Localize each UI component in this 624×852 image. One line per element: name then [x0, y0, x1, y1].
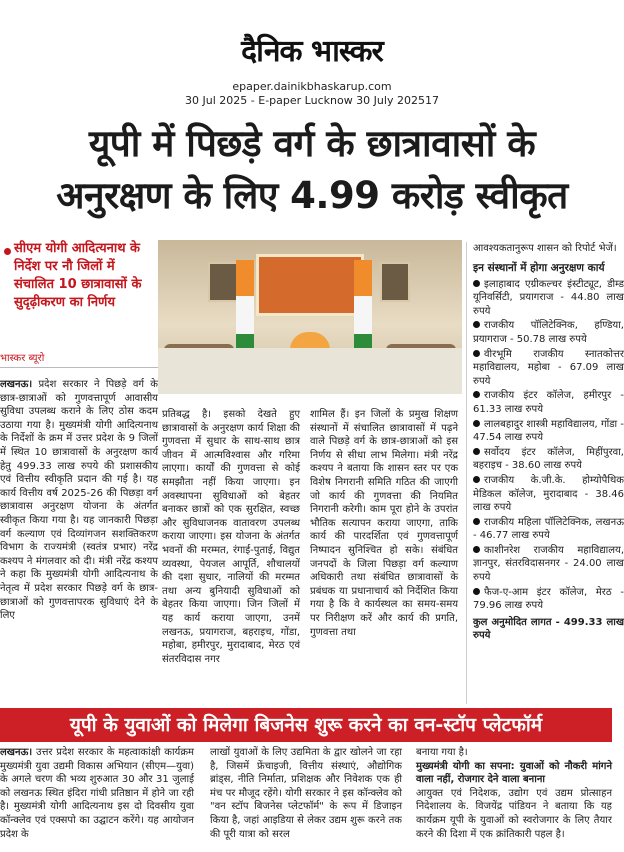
- column-2-text: प्रतिबद्ध है। इसको देखते हुए छात्रावासों के अनुरक्षण कार्य शिक्षा की गुणवत्ता में सुधार के साथ-साथ छात्र जीवन में आत्मविश्वास और गरिमा लाएगा। कार्यों की गुणवत्ता से कोई समझौता नहीं किया जाएगा। इन अवस्थापना सुविधाओं को बेहतर बनाकर छात्रों को एक सुरक्षित, स्वच्छ और सुविधाजनक वातावरण उपलब्ध कराया जाएगा। इस योजना के अंतर्गत भवनों की मरम्मत, रंगाई-पुताई, विद्युत व्यवस्था, पेयजल आपूर्ति, शौचालयों की दशा सुधार, नालियों की मरम्मत तथा अन्य बुनियादी सुविधाओं को बेहतर किया जाएगा। जिन जिलों में यह कार्य कराया जाएगा, उनमें लखनऊ, प्रयागराज, बहराइच, गोंडा, महोबा, हमीरपुर, मुरादाबाद, मेरठ एवं संतरविदास नगर: [162, 409, 300, 665]
- dateline: लखनऊ।: [0, 379, 33, 390]
- list-item: राजकीय के.जी.के. होम्योपैथिक मेडिकल कॉलेज, मुरादाबाद - 38.46 लाख रुपये: [473, 474, 624, 514]
- bottom-dateline: लखनऊ।: [0, 747, 33, 758]
- list-item: फैज-ए-आम इंटर कॉलेज, मेरठ - 79.96 लाख रुपये: [473, 586, 624, 612]
- main-headline: [0, 118, 624, 222]
- bottom-column-1: [0, 746, 200, 841]
- red-bullet-icon: [4, 248, 11, 255]
- bottom-column-3-intro: बनाया गया है।: [416, 747, 468, 758]
- masthead: [0, 0, 624, 112]
- headline-line-2: अनुरक्षण के लिए 4.99 करोड़ स्वीकृत: [56, 174, 568, 217]
- article-column-3: [306, 408, 462, 639]
- column-4-intro: आवश्यकतानुरूप शासन को रिपोर्ट भेजें।: [473, 243, 617, 254]
- bullet-icon: [473, 476, 480, 483]
- list-item: सर्वोदय इंटर कॉलेज, मिहींपुरवा, बहराइच - 38.60 लाख रुपये: [473, 446, 624, 472]
- kicker-box: [0, 240, 158, 330]
- bullet-icon: [473, 448, 480, 455]
- article-column-2: [158, 408, 304, 666]
- bullet-icon: [473, 518, 480, 525]
- bottom-column-2: [206, 746, 406, 841]
- banner-headline: यूपी के युवाओं को मिलेगा बिजनेस शुरू करने का वन-स्टॉप प्लेटफॉर्म: [69, 714, 543, 736]
- bullet-icon: [473, 420, 480, 427]
- bottom-column-3: [410, 746, 612, 841]
- list-item: राजकीय पॉलिटेक्निक, हण्डिया, प्रयागराज - 50.78 लाख रुपये: [473, 320, 624, 345]
- newspaper-logo: [200, 34, 424, 70]
- list-item: लालबहादुर शास्त्री महाविद्यालय, गोंडा - 47.54 लाख रुपये: [473, 418, 624, 444]
- headline-line-1: यूपी में पिछड़े वर्ग के छात्रावासों के: [88, 122, 536, 165]
- list-item: वीरभूमि राजकीय स्नातकोत्तर महाविद्यालय, महोबा - 67.09 लाख रुपये: [473, 348, 624, 387]
- meeting-photo: [158, 240, 462, 394]
- institutions-column: [466, 242, 624, 704]
- column-3-text: शामिल हैं। इन जिलों के प्रमुख शिक्षण संस्थानों में संचालित छात्रावासों में पढ़ने वाले पिछड़े वर्ग के छात्र-छात्राओं को इस निर्णय से सीधा लाभ मिलेगा। मंत्री नरेंद्र कश्यप ने बताया कि शासन स्तर पर एक विशेष निगरानी समिति गठित की जाएगी जो कार्य की गुणवत्ता की नियमित निगरानी करेगी। काम पूरा होने के उपरांत भौतिक सत्यापन कराया जाएगा, ताकि कार्य की पारदर्शिता एवं गुणवत्तापूर्ण निष्पादन सुनिश्चित हो सके। संबंधित जनपदों के जिला पिछड़ा वर्ग कल्याण अधिकारी तथा संबंधित छात्रावासों के प्रबंधक या प्रधानाचार्य को निर्देशित किया गया है कि वे कार्यस्थल का समय-समय पर निरीक्षण करें और कार्य की प्रगति, गुणवत्ता तथा: [310, 409, 458, 638]
- bottom-column-3-text: आयुक्त एवं निदेशक, उद्योग एवं उद्यम प्रोत्साहन निदेशालय के. विजयेंद्र पांडियन ने बताया कि यह कार्यक्रम यूपी के युवाओं को स्वरोजगार के लिए तैयार करने की दिशा में एक क्रांतिकारी पहल है।: [416, 787, 612, 840]
- article-column-1: [0, 378, 158, 623]
- bullet-icon: [473, 280, 480, 287]
- epaper-url: epaper.dainikbhaskarup.com: [232, 80, 392, 93]
- list-item: इलाहाबाद एग्रीकल्चर इंस्टीट्यूट, डीम्ड यूनिवर्सिटी, प्रयागराज - 44.80 लाख रुपये: [473, 278, 624, 317]
- bullet-icon: [473, 350, 480, 357]
- bottom-subheading: मुख्यमंत्री योगी का सपना: युवाओं को नौकरी मांगने वाला नहीं, रोजगार देने वाला बनाना: [416, 760, 612, 786]
- bullet-icon: [473, 321, 480, 328]
- bullet-icon: [473, 546, 480, 553]
- institutions-subheading: इन संस्थानों में होगा अनुरक्षण कार्य: [473, 261, 605, 274]
- bullet-icon: [473, 391, 480, 398]
- center-portrait-icon: [256, 254, 364, 316]
- list-item: राजकीय महिला पॉलिटेक्निक, लखनऊ - 46.77 लाख रुपये: [473, 516, 624, 542]
- bottom-column-2-text: लाखों युवाओं के लिए उद्यमिता के द्वार खोलने जा रहा है, जिसमें फ्रेंचाइजी, वित्तीय संस्थाएं, औद्योगिक ब्रांड्स, नीति निर्माता, प्रशिक्षक और निवेशक एक ही मंच पर मौजूद रहेंगे। योगी सरकार ने इस कॉन्क्लेव को "वन स्टॉप बिजनेस प्लेटफॉर्म" के रूप में डिजाइन किया है, जहां आइडिया से लेकर उद्यम शुरू करने तक की पूरी यात्रा को सरल: [210, 747, 402, 840]
- list-item: राजकीय इंटर कॉलेज, हमीरपुर - 61.33 लाख रुपये: [473, 390, 624, 415]
- byline: भास्कर ब्यूरो: [0, 350, 158, 368]
- kicker-text: सीएम योगी आदित्यनाथ के निर्देश पर नौ जिलों में संचालित 10 छात्रावासों के सुदृढ़ीकरण का निर्णय: [14, 241, 142, 310]
- second-story-banner: [0, 708, 612, 742]
- column-1-text: प्रदेश सरकार ने पिछड़े वर्ग के छात्र-छात्राओं को गुणवत्तापूर्ण आवासीय सुविधा उपलब्ध कराने के लिए ठोस कदम उठाया गया है। मुख्यमंत्री योगी आदित्यनाथ के निर्देशों के क्रम में उत्तर प्रदेश के 9 जिलों में स्थित 10 छात्रावासों के अनुरक्षण कार्य हेतु 499.33 लाख रुपये की प्रशासकीय एवं वित्तीय स्वीकृति प्रदान की गई है। यह कार्य वित्तीय वर्ष 2025-26 की पिछड़ा वर्ग छात्रावास अनुरक्षण योजना के अंतर्गत स्वीकृत किया गया है। यह जानकारी पिछड़ा वर्ग कल्याण एवं दिव्यांगजन सशक्तिकरण विभाग के राज्यमंत्री (स्वतंत्र प्रभार) नरेंद्र कश्यप ने मंगलवार को दी। मंत्री नरेंद्र कश्यप ने कहा कि मुख्यमंत्री योगी आदित्यनाथ के नेतृत्व में प्रदेश सरकार पिछड़े वर्ग के छात्र-छात्राओं को गुणवत्तापरक सुविधाएं देने के लिए: [0, 379, 158, 622]
- logo-text: दैनिक भास्कर: [241, 34, 383, 69]
- portrait-right-icon: [380, 262, 410, 302]
- bullet-icon: [473, 588, 480, 595]
- total-cost: कुल अनुमोदित लागत - 499.33 लाख रुपये: [473, 616, 624, 642]
- bottom-column-1-text: उत्तर प्रदेश सरकार के महत्वाकांक्षी कार्यक्रम मुख्यमंत्री युवा उद्यमी विकास अभियान (सीएम—युवा) के अगले चरण की भव्य शुरुआत 30 और 31 जुलाई को लखनऊ स्थित इंदिरा गांधी प्रतिष्ठान में होने जा रही है। मुख्यमंत्री योगी आदित्यनाथ इस दो दिवसीय युवा कॉन्क्लेव एवं एक्सपो का उद्घाटन करेंगे। यह आयोजन प्रदेश के: [0, 747, 194, 840]
- list-item: काशीनरेश राजकीय महाविद्यालय, ज्ञानपुर, संतरविदासनगर - 24.00 लाख रुपये: [473, 544, 624, 584]
- conference-table: [158, 348, 462, 394]
- edition-date: 30 Jul 2025 - E-paper Lucknow 30 July 202517: [185, 94, 439, 107]
- portrait-left-icon: [208, 262, 238, 302]
